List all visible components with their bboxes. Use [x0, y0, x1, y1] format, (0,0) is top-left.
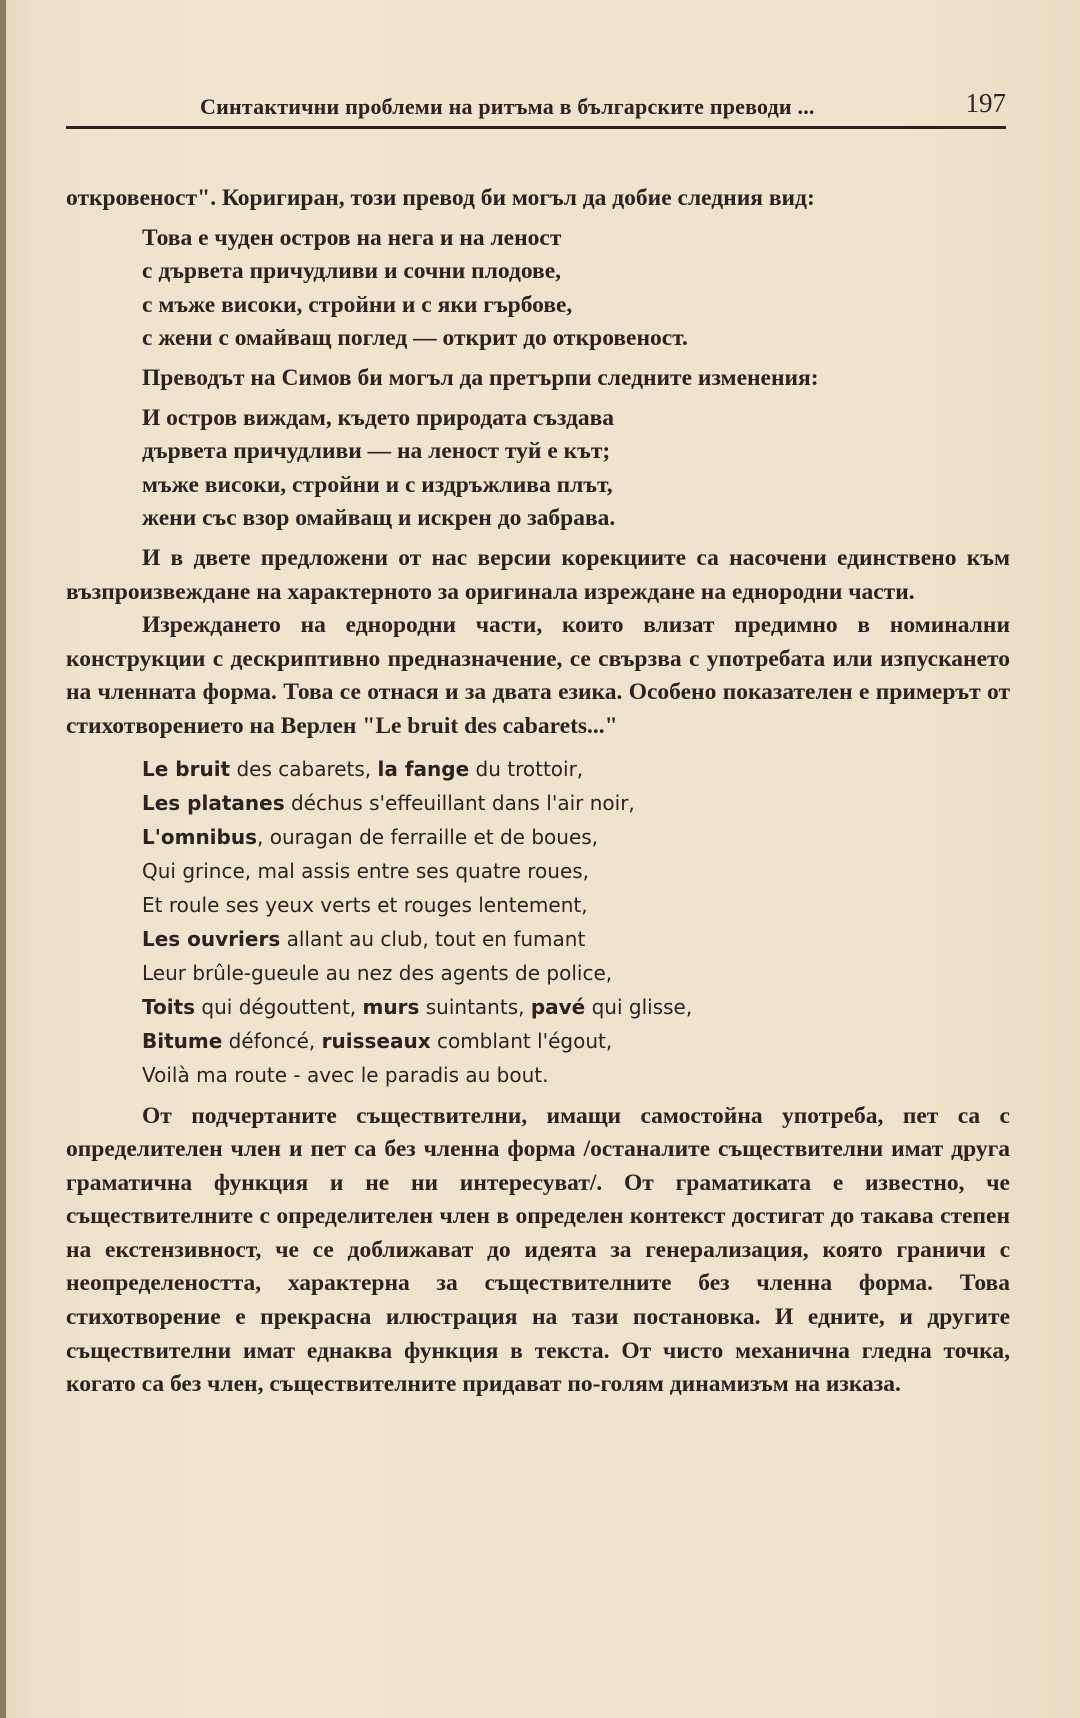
- french-poem-line: Le bruit des cabarets, la fange du trottoir,: [142, 756, 584, 781]
- page-binding-edge: [0, 0, 6, 1718]
- emphasized-noun: жени: [158, 325, 213, 352]
- emphasized-noun: ruisseaux: [321, 1028, 431, 1053]
- emphasized-noun: murs: [362, 994, 420, 1019]
- paragraph-intro: откровеност". Коригиран, този превод би могъл да добие следния вид:: [66, 185, 815, 211]
- body-text: [66, 182, 1010, 1402]
- verse-line: с жени с омайващ поглед — открит до откровеност.: [142, 325, 688, 352]
- french-poem-line: Les platanes déchus s'effeuillant dans l'air noir,: [142, 790, 635, 815]
- emphasized-noun: la fange: [377, 756, 470, 781]
- verse-line: жени със взор омайващ и искрен до забрава.: [142, 505, 616, 532]
- french-poem-line: Voilà ma route - avec le paradis au bout.: [142, 1062, 549, 1087]
- header-rule: [66, 126, 1006, 129]
- verse-line: с мъже високи, стройни и с яки гърбове,: [142, 291, 573, 318]
- french-poem-line: Les ouvriers allant au club, tout en fumant: [142, 926, 586, 951]
- emphasized-noun: мъже: [142, 471, 199, 498]
- page-number: 197: [965, 88, 1006, 118]
- header-title: Синтактични проблеми на ритъма в българските преводи ...: [200, 94, 815, 119]
- emphasized-noun: pavé: [530, 994, 586, 1019]
- emphasized-noun: Les ouvriers: [142, 926, 281, 951]
- verse-line: И остров виждам, където природата създава: [142, 404, 615, 431]
- verse-translation-2: [142, 402, 1010, 536]
- french-poem-line: L'omnibus, ouragan de ferraille et de boues,: [142, 824, 599, 849]
- emphasized-noun: дървета: [142, 438, 228, 465]
- french-poem-line: Et roule ses yeux verts et rouges lentement,: [142, 892, 588, 917]
- french-poem-line: Qui grince, mal assis entre ses quatre roues,: [142, 858, 590, 883]
- paragraph-simov: Преводът на Симов би могъл да претърпи следните изменения:: [142, 364, 819, 391]
- paragraph-versions: И в двете предложени от нас версии корекциите са насочени единствено към възпроизвеждане на характерното за оригинала изреждане на еднородни части.: [66, 544, 1010, 605]
- emphasized-noun: Les platanes: [142, 790, 285, 815]
- french-poem-line: Bitume défoncé, ruisseaux comblant l'égout,: [142, 1028, 613, 1053]
- emphasized-noun: L'omnibus: [142, 824, 257, 849]
- paragraph-final: От подчертаните съществителни, имащи самостойна употреба, пет са с определителен член и пет са без членна форма /останалите съществителни имат друга граматична функция и не ни интересуват/. От граматиката е известно, че съществителните с определителен член в определен контекст достигат до такава степен на екстензивност, че се доближават до идеята за генерализация, която граничи с неопределеността, характерна за съществителните без членна форма. Това стихотворение е прекрасна илюстрация на тази постановка. И едните, и другите съществителни имат еднаква функция в текста. От чисто механична гледна точка, когато са без член, съществителните придават по-голям динамизъм на изказа.: [66, 1102, 1010, 1398]
- emphasized-noun: дървета: [158, 258, 244, 285]
- french-poem: [142, 752, 1010, 1092]
- french-poem-line: Toits qui dégouttent, murs suintants, pavé qui glisse,: [142, 994, 693, 1019]
- emphasized-noun: жени: [142, 505, 197, 532]
- verse-line: мъже високи, стройни и с издръжлива плът,: [142, 471, 613, 498]
- emphasized-noun: мъже: [158, 291, 216, 318]
- emphasized-noun: Le bruit: [142, 756, 231, 781]
- emphasized-noun: Toits: [142, 994, 196, 1019]
- french-poem-line: Leur brûle-gueule au nez des agents de police,: [142, 960, 613, 985]
- verse-line: дървета причудливи — на леност туй е кът;: [142, 438, 611, 465]
- running-header: [66, 88, 1006, 128]
- emphasized-noun: Bitume: [142, 1028, 223, 1053]
- verse-translation-1: [142, 222, 1010, 356]
- verse-line: Това е чуден остров на нега и на леност: [142, 224, 562, 251]
- paragraph-enumeration: Изреждането на еднородни части, които влизат предимно в номинални конструкции с дескриптивно предназначение, се свързва с употребата или изпускането на членната форма. Това се отнася и за двата езика. Особено показателен е примерът от стихотворението на Верлен "Le bruit des cabarets...": [66, 612, 1010, 739]
- verse-line: с дървета причудливи и сочни плодове,: [142, 258, 561, 285]
